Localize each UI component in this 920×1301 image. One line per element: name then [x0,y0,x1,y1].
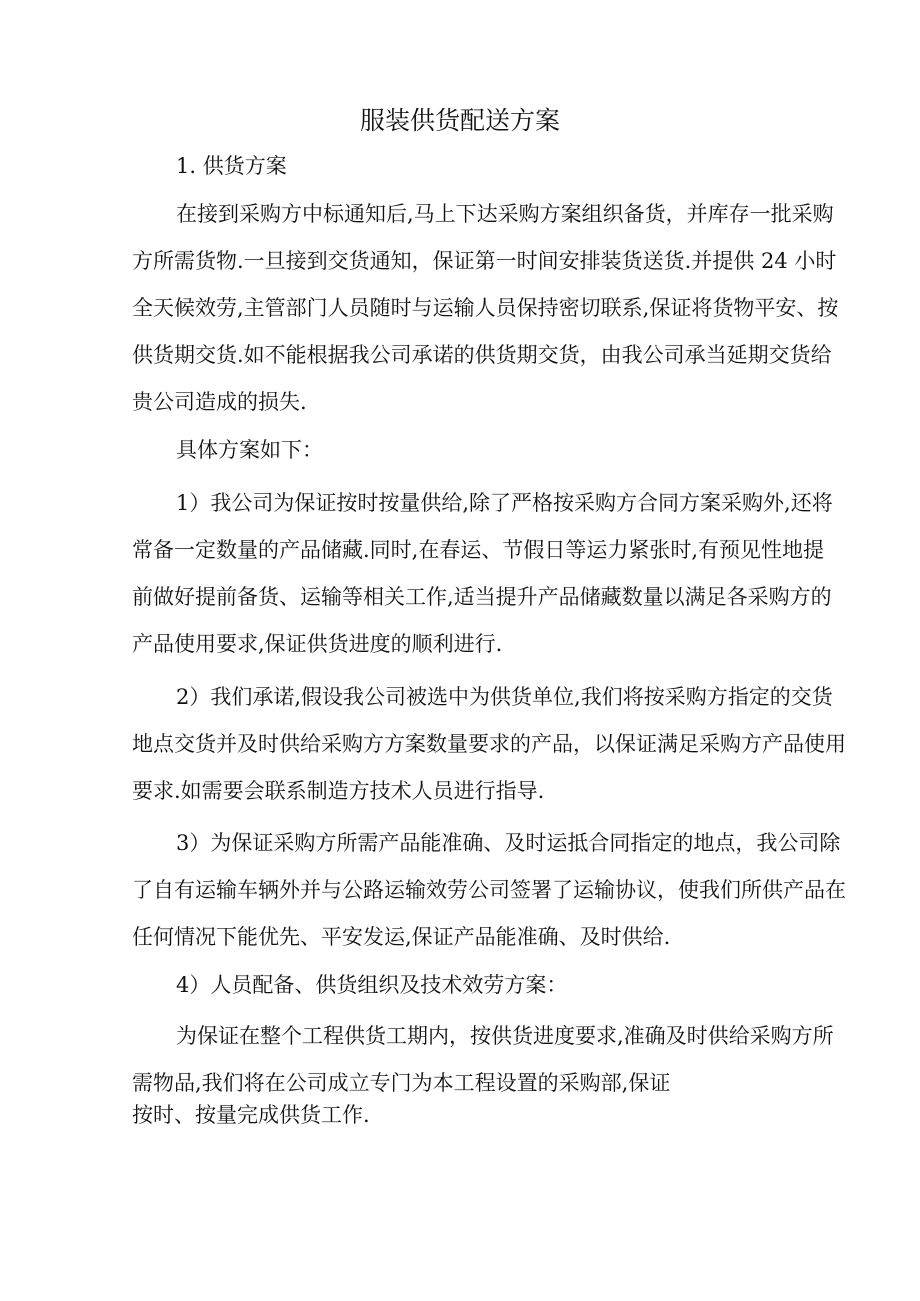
paragraph-line: 前做好提前备货、运输等相关工作,适当提升产品储藏数量以满足各采购方的 [132,585,832,609]
paragraph-line: 具体方案如下： [176,438,323,462]
paragraph-line: 4）人员配备、供货组织及技术效劳方案： [176,973,568,997]
paragraph-line: 3）为保证采购方所需产品能准确、及时运抵合同指定的地点，我公司除 [176,831,841,855]
paragraph-line: 产品使用要求,保证供货进度的顺利进行. [132,632,503,656]
paragraph-line: 2）我们承诺,假设我公司被选中为供货单位,我们将按采购方指定的交货 [176,685,833,709]
paragraph-line: 任何情况下能优先、平安发运,保证产品能准确、及时供给. [132,925,671,949]
paragraph-line: 常备一定数量的产品储藏.同时,在春运、节假日等运力紧张时,有预见性地提 [132,538,825,562]
paragraph-line: 了自有运输车辆外并与公路运输效劳公司签署了运输协议，使我们所供产品在 [132,878,846,902]
paragraph-line: 全天候效劳,主管部门人员随时与运输人员保持密切联系,保证将货物平安、按 [132,296,839,320]
document-title: 服装供货配送方案 [359,106,560,135]
paragraph-line: 为保证在整个工程供货工期内，按供货进度要求,准确及时供给采购方所 [176,1024,834,1048]
section-heading: 1. 供货方案 [176,154,287,178]
paragraph-line: 按时、按量完成供货工作. [132,1103,370,1127]
paragraph-line: 地点交货并及时供给采购方方案数量要求的产品，以保证满足采购方产品使用 [132,732,846,756]
paragraph-line: 在接到采购方中标通知后,马上下达采购方案组织备货，并库存一批采购 [176,202,834,226]
paragraph-line: 要求.如需要会联系制造方技术人员进行指导. [132,779,545,803]
paragraph-line: 供货期交货.如不能根据我公司承诺的供货期交货，由我公司承当延期交货给 [132,343,832,367]
paragraph-line: 贵公司造成的损失. [132,390,307,414]
paragraph-line: 方所需货物.一旦接到交货通知，保证第一时间安排装货送货.并提供 24 小时 [132,249,837,273]
paragraph-line: 1）我公司为保证按时按量供给,除了严格按采购方合同方案采购外,还将 [176,491,833,515]
paragraph-line: 需物品,我们将在公司成立专门为本工程设置的采购部,保证 [132,1071,671,1095]
